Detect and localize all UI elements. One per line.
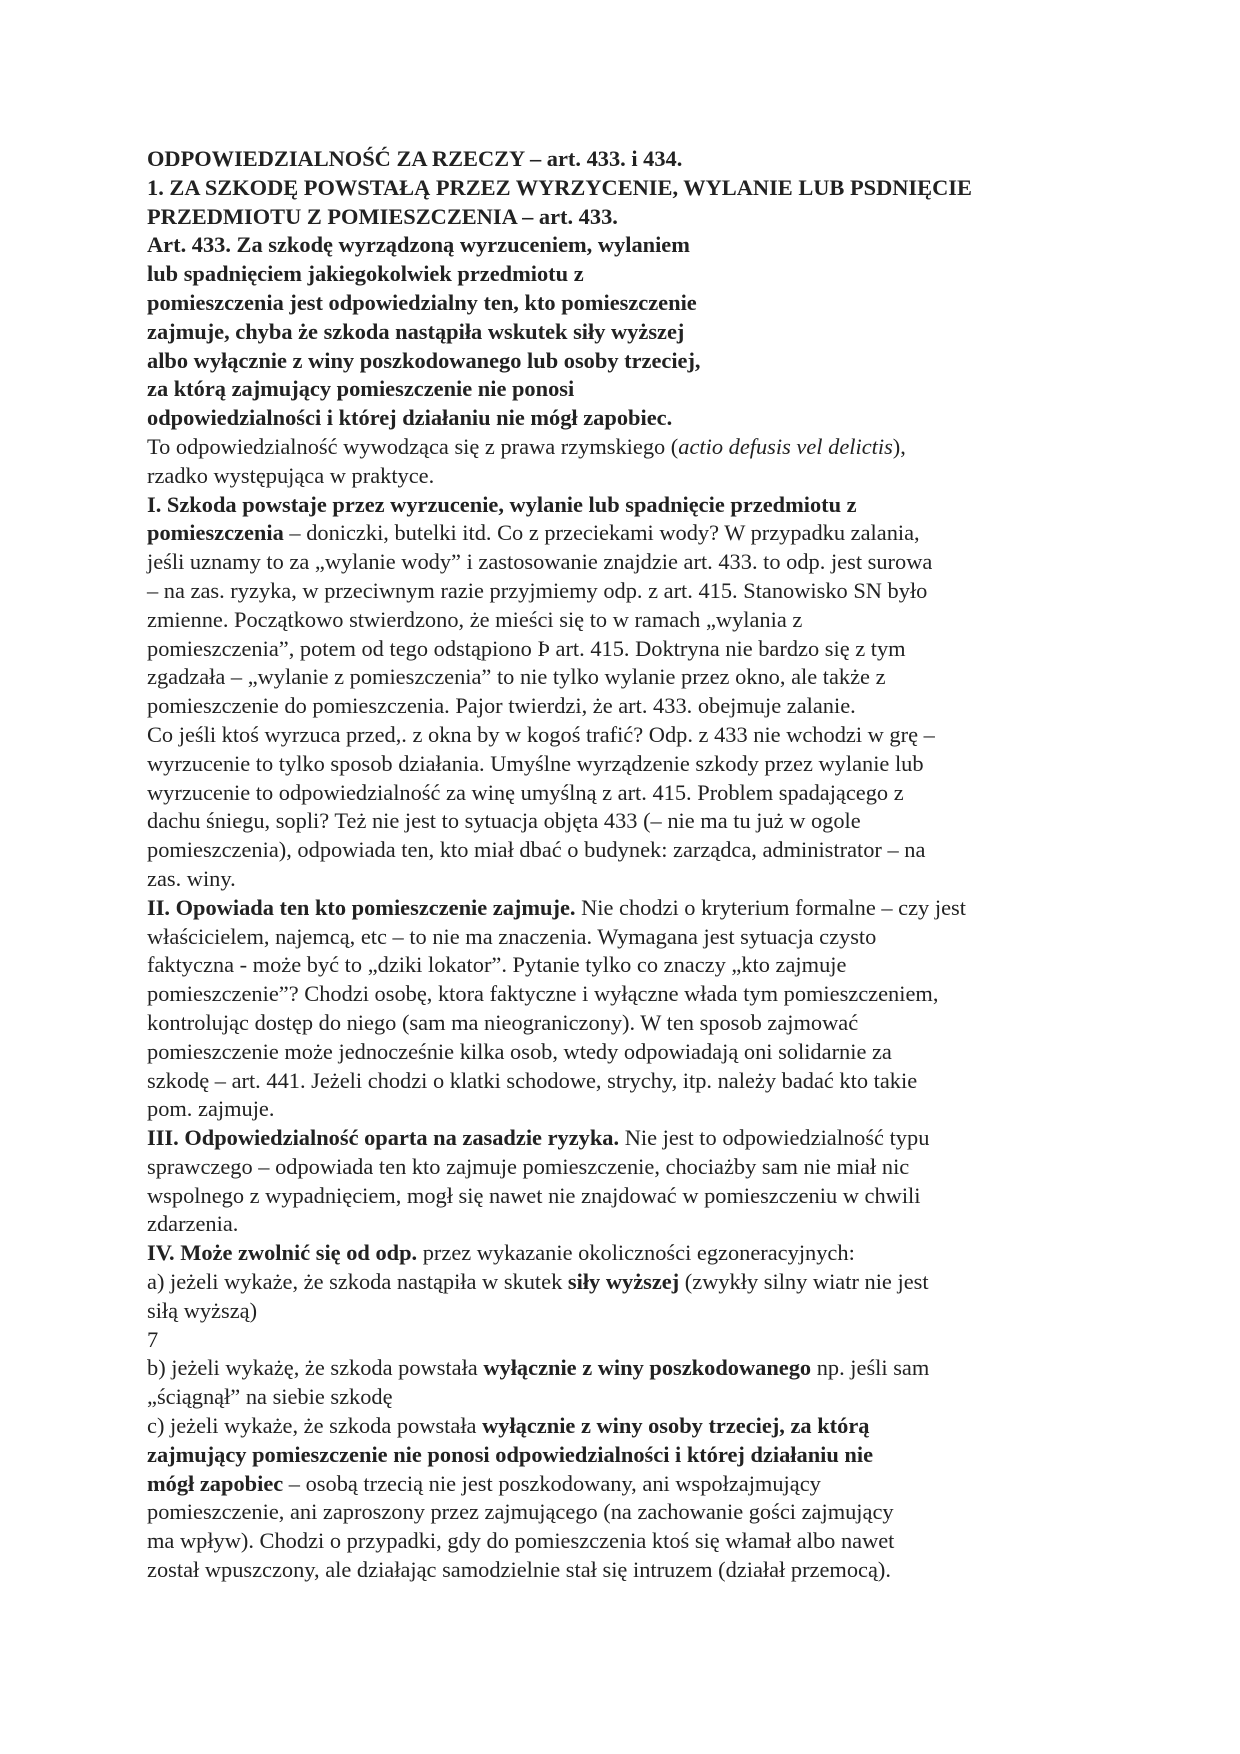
text-line <box>147 923 1087 952</box>
text-line <box>147 1095 1087 1124</box>
text-span: ), <box>892 433 906 459</box>
text-span: a) jeżeli wykaże, że szkoda nastąpiła w skutek <box>147 1269 568 1295</box>
text-line <box>147 491 1087 520</box>
text-line <box>147 1239 1087 1268</box>
text-span: rzadko występująca w praktyce. <box>147 462 435 488</box>
text-span: zgadzała – „wylanie z pomieszczenia” to nie tylko wylanie przez okno, ale także z <box>147 664 886 690</box>
text-span: Co jeśli ktoś wyrzuca przed,. z okna by w kogoś trafić? Odp. z 433 nie wchodzi w grę – <box>147 721 935 747</box>
text-span: właścicielem, najemcą, etc – to nie ma znaczenia. Wymagana jest sytuacja czysto <box>147 923 877 949</box>
bold-text: pomieszczenia <box>147 520 284 546</box>
bold-text: siły wyższej <box>567 1269 680 1295</box>
text-line <box>147 1527 1087 1556</box>
text-line <box>147 721 1087 750</box>
text-line <box>147 1153 1087 1182</box>
text-line <box>147 548 1087 577</box>
text-line <box>147 1210 1087 1239</box>
text-span: pomieszczenia”, potem od tego odstąpiono Þ art. 415. Doktryna nie bardzo się z tym <box>147 635 906 661</box>
bold-text: wyłącznie z winy poszkodowanego <box>483 1355 812 1381</box>
text-span: np. jeśli sam <box>811 1355 930 1381</box>
bold-text: odpowiedzialności i której działaniu nie mógł zapobiec. <box>147 405 673 431</box>
text-line <box>147 433 1087 462</box>
text-line <box>147 980 1087 1009</box>
text-span: wspolnego z wypadnięciem, mogł się nawet nie znajdować w pomieszczeniu w chwili <box>147 1182 921 1208</box>
bold-text: zajmujący pomieszczenie nie ponosi odpowiedzialności i której działaniu nie <box>147 1441 874 1467</box>
text-span: szkodę – art. 441. Jeżeli chodzi o klatki schodowe, strychy, itp. należy badać kto takie <box>147 1067 918 1093</box>
text-span: – doniczki, butelki itd. Co z przeciekami wody? W przypadku zalania, <box>283 520 920 546</box>
text-line <box>147 174 1087 203</box>
text-span: Nie jest to odpowiedzialność typu <box>619 1125 930 1151</box>
text-span: pomieszczenie, ani zaproszony przez zajmującego (na zachowanie gości zajmujący <box>147 1499 894 1525</box>
text-line <box>147 1412 1087 1441</box>
text-span: 7 <box>147 1326 159 1352</box>
text-span: c) jeżeli wykaże, że szkoda powstała <box>147 1413 483 1439</box>
text-span: „ściągnął” na siebie szkodę <box>147 1384 393 1410</box>
bold-text: ODPOWIEDZIALNOŚĆ ZA RZECZY – art. 433. i 434. <box>147 146 683 171</box>
text-span: (zwykły silny wiatr nie jest <box>679 1269 929 1295</box>
text-line <box>147 692 1087 721</box>
italic-text: actio defusis vel delictis <box>678 433 893 459</box>
text-line <box>147 663 1087 692</box>
text-line <box>147 260 1087 289</box>
text-line <box>147 145 1087 174</box>
text-line <box>147 1297 1087 1326</box>
text-line <box>147 231 1087 260</box>
text-line <box>147 462 1087 491</box>
bold-text: II. Opowiada ten kto pomieszczenie zajmuje. <box>147 894 576 920</box>
text-line <box>147 635 1087 664</box>
text-span: pomieszczenie może jednocześnie kilka osob, wtedy odpowiadają oni solidarnie za <box>147 1038 892 1064</box>
bold-text: za którą zajmujący pomieszczenie nie ponosi <box>147 376 575 402</box>
text-span: – na zas. ryzyka, w przeciwnym razie przyjmiemy odp. z art. 415. Stanowisko SN było <box>147 577 928 603</box>
text-line <box>147 318 1087 347</box>
text-line <box>147 1067 1087 1096</box>
text-line <box>147 836 1087 865</box>
text-line <box>147 1556 1087 1585</box>
text-span: jeśli uznamy to za „wylanie wody” i zastosowanie znajdzie art. 433. to odp. jest surowa <box>147 549 933 575</box>
text-line <box>147 807 1087 836</box>
text-line <box>147 779 1087 808</box>
text-span: faktyczna - może być to „dziki lokator”. Pytanie tylko co znaczy „kto zajmuje <box>147 952 847 978</box>
bold-text: zajmuje, chyba że szkoda nastąpiła wskutek siły wyższej <box>147 318 685 344</box>
text-span: zmienne. Początkowo stwierdzono, że mieści się to w ramach „wylania z <box>147 606 803 632</box>
text-span: ma wpływ). Chodzi o przypadki, gdy do pomieszczenia ktoś się włamał albo nawet <box>147 1528 895 1554</box>
text-span: sprawczego – odpowiada ten kto zajmuje pomieszczenie, chociażby sam nie miał nic <box>147 1153 910 1179</box>
text-line <box>147 1441 1087 1470</box>
text-span: pomieszczenie do pomieszczenia. Pajor twierdzi, że art. 433. obejmuje zalanie. <box>147 693 856 719</box>
text-span: pomieszczenia), odpowiada ten, kto miał dbać o budynek: zarządca, administrator – na <box>147 837 926 863</box>
text-line <box>147 577 1087 606</box>
text-span: pomieszczenie”? Chodzi osobę, ktora faktyczne i wyłączne włada tym pomieszczeniem, <box>147 981 939 1007</box>
text-line <box>147 1498 1087 1527</box>
text-line <box>147 1182 1087 1211</box>
bold-text: mógł zapobiec <box>147 1470 284 1496</box>
text-line <box>147 1009 1087 1038</box>
text-span: dachu śniegu, sopli? Też nie jest to sytuacja objęta 433 (– nie ma tu już w ogole <box>147 808 861 834</box>
text-line <box>147 1383 1087 1412</box>
text-span: siłą wyższą) <box>147 1297 258 1323</box>
text-span: został wpuszczony, ale działając samodzielnie stał się intruzem (działał przemocą). <box>147 1557 891 1583</box>
text-line <box>147 1124 1087 1153</box>
text-line <box>147 1268 1087 1297</box>
text-span: zdarzenia. <box>147 1211 239 1237</box>
bold-text: Art. 433. Za szkodę wyrządzoną wyrzuceniem, wylaniem <box>147 232 690 258</box>
text-line <box>147 1470 1087 1499</box>
text-span: To odpowiedzialność wywodząca się z prawa rzymskiego ( <box>147 433 679 459</box>
text-line <box>147 1326 1087 1355</box>
text-span: zas. winy. <box>147 865 236 891</box>
bold-text: IV. Może zwolnić się od odp. <box>147 1240 418 1266</box>
text-span: – osobą trzecią nie jest poszkodowany, ani wspołzajmujący <box>283 1470 821 1496</box>
text-line <box>147 1354 1087 1383</box>
text-span: kontrolując dostęp do niego (sam ma nieograniczony). W ten sposob zajmować <box>147 1009 859 1035</box>
bold-text: PRZEDMIOTU Z POMIESZCZENIA – art. 433. <box>147 203 618 229</box>
text-span: b) jeżeli wykażę, że szkoda powstała <box>147 1355 484 1381</box>
text-line <box>147 951 1087 980</box>
text-line <box>147 894 1087 923</box>
bold-text: lub spadnięciem jakiegokolwiek przedmiotu z <box>147 261 584 287</box>
text-line <box>147 750 1087 779</box>
text-span: Nie chodzi o kryterium formalne – czy jest <box>575 894 966 920</box>
bold-text: albo wyłącznie z winy poszkodowanego lub osoby trzeciej, <box>147 347 701 373</box>
text-span: pom. zajmuje. <box>147 1096 275 1122</box>
text-span: wyrzucenie to tylko sposob działania. Umyślne wyrządzenie szkody przez wylanie lub <box>147 750 924 776</box>
text-span: przez wykazanie okoliczności egzoneracyjnych: <box>417 1240 855 1266</box>
text-line <box>147 347 1087 376</box>
document-body <box>147 145 1087 1585</box>
text-line <box>147 203 1087 232</box>
bold-text: pomieszczenia jest odpowiedzialny ten, kto pomieszczenie <box>147 289 697 315</box>
text-line <box>147 289 1087 318</box>
bold-text: I. Szkoda powstaje przez wyrzucenie, wylanie lub spadnięcie przedmiotu z <box>147 491 857 517</box>
text-line <box>147 865 1087 894</box>
text-line <box>147 606 1087 635</box>
text-line <box>147 1038 1087 1067</box>
bold-text: 1. ZA SZKODĘ POWSTAŁĄ PRZEZ WYRZYCENIE, WYLANIE LUB PSDNIĘCIE <box>147 174 972 200</box>
text-line <box>147 404 1087 433</box>
text-line <box>147 375 1087 404</box>
text-span: wyrzucenie to odpowiedzialność za winę umyślną z art. 415. Problem spadającego z <box>147 779 904 805</box>
bold-text: wyłącznie z winy osoby trzeciej, za którą <box>482 1413 870 1439</box>
bold-text: III. Odpowiedzialność oparta na zasadzie ryzyka. <box>147 1125 620 1151</box>
text-line <box>147 519 1087 548</box>
